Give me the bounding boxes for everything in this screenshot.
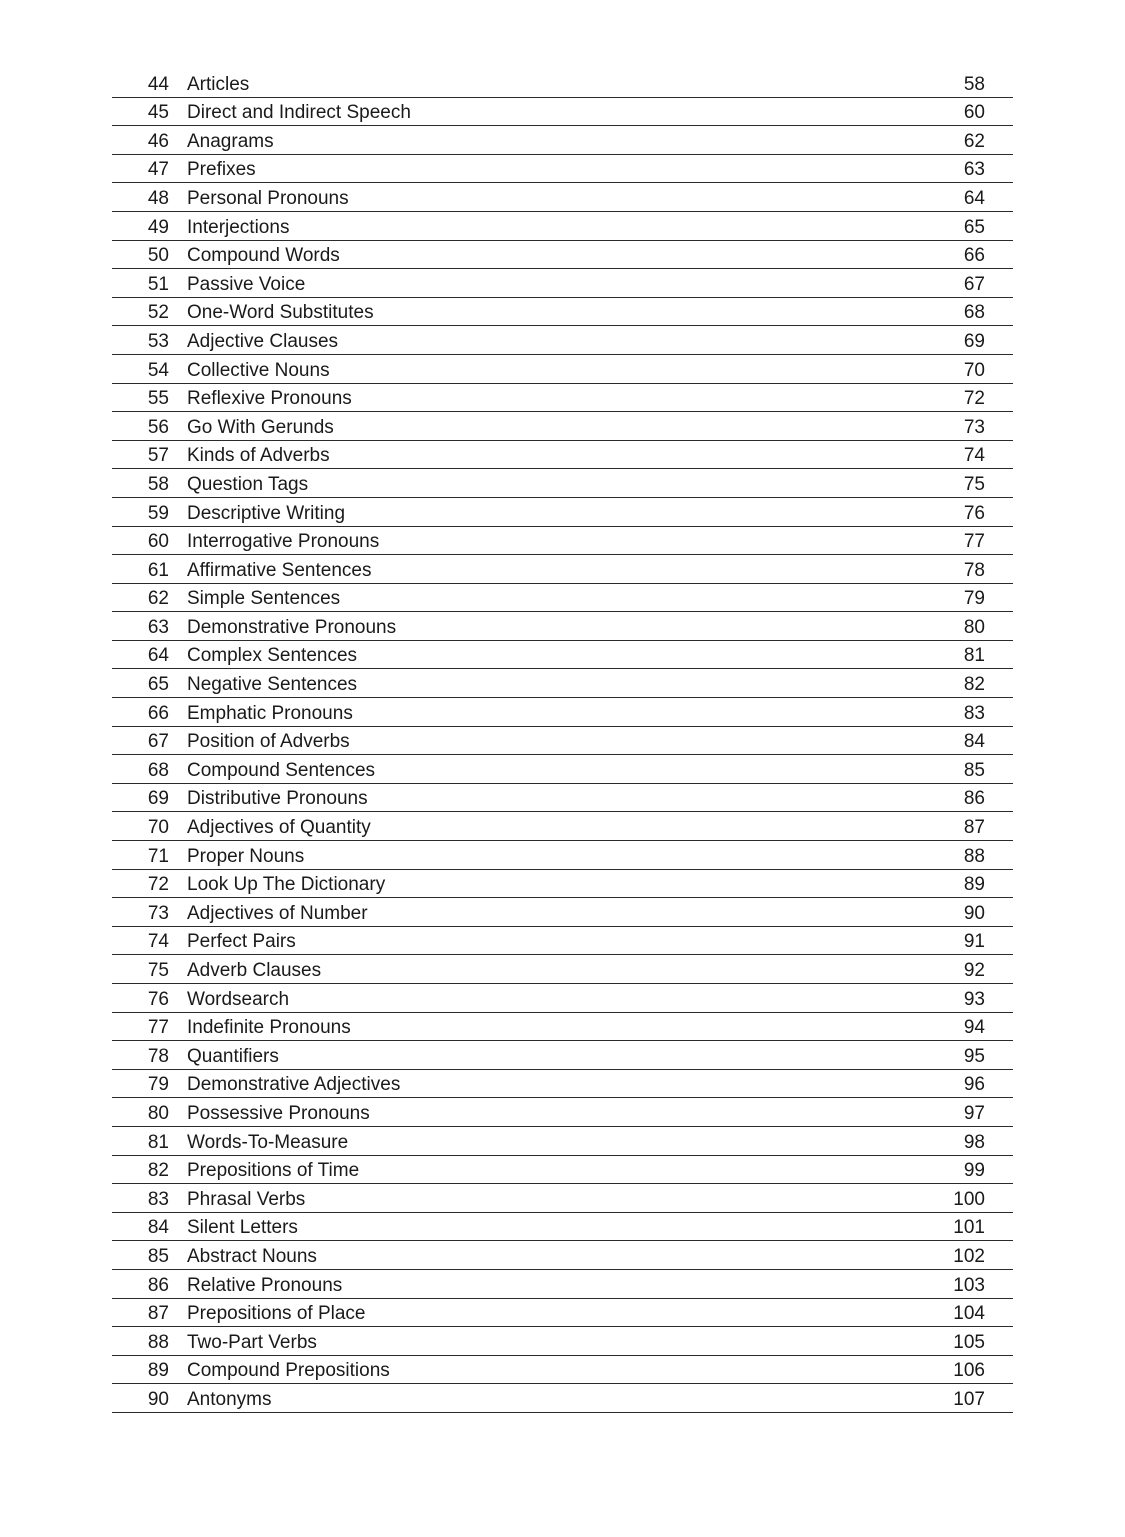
toc-entry-number: 76 xyxy=(147,988,169,1010)
toc-entry-number: 80 xyxy=(147,1102,169,1124)
toc-row xyxy=(112,1213,1013,1242)
toc-entry-page: 70 xyxy=(963,359,985,381)
toc-entry-number: 66 xyxy=(147,702,169,724)
toc-entry-title: Adjectives of Quantity xyxy=(187,817,371,839)
toc-entry-page: 73 xyxy=(963,416,985,438)
toc-entry-number: 88 xyxy=(147,1331,169,1353)
toc-entry-number: 70 xyxy=(147,817,169,839)
toc-entry-title: Words-To-Measure xyxy=(187,1131,349,1153)
toc-entry-title: Quantifiers xyxy=(187,1045,279,1067)
toc-entry-title: Distributive Pronouns xyxy=(187,788,368,810)
toc-row xyxy=(112,898,1013,927)
toc-row xyxy=(112,155,1013,184)
toc-entry-title: Interrogative Pronouns xyxy=(187,531,380,553)
toc-entry-number: 82 xyxy=(147,1160,169,1182)
toc-entry-number: 78 xyxy=(147,1045,169,1067)
toc-entry-title: Emphatic Pronouns xyxy=(187,702,353,724)
toc-entry-number: 67 xyxy=(147,731,169,753)
toc-row xyxy=(112,870,1013,899)
toc-entry-number: 83 xyxy=(147,1188,169,1210)
toc-row xyxy=(112,1156,1013,1185)
toc-entry-title: Articles xyxy=(187,73,250,95)
toc-entry-title: Kinds of Adverbs xyxy=(187,445,330,467)
toc-entry-page: 95 xyxy=(963,1045,985,1067)
toc-entry-number: 86 xyxy=(147,1274,169,1296)
toc-entry-number: 46 xyxy=(147,130,169,152)
toc-entry-number: 56 xyxy=(147,416,169,438)
toc-row xyxy=(112,527,1013,556)
toc-entry-number: 68 xyxy=(147,759,169,781)
toc-entry-page: 93 xyxy=(963,988,985,1010)
toc-entry-title: Adjectives of Number xyxy=(187,902,368,924)
toc-entry-page: 92 xyxy=(963,960,985,981)
toc-entry-number: 50 xyxy=(147,245,169,267)
toc-row xyxy=(112,412,1013,441)
toc-entry-number: 69 xyxy=(147,788,169,810)
toc-entry-title: Possessive Pronouns xyxy=(187,1102,370,1124)
toc-row xyxy=(112,984,1013,1013)
toc-row xyxy=(112,927,1013,956)
toc-row xyxy=(112,212,1013,241)
toc-entry-number: 64 xyxy=(147,645,169,667)
toc-row xyxy=(112,126,1013,155)
toc-entry-page: 74 xyxy=(963,445,985,467)
toc-entry-title: Demonstrative Adjectives xyxy=(187,1074,401,1096)
toc-entry-title: Wordsearch xyxy=(187,988,290,1010)
toc-entry-number: 52 xyxy=(147,302,169,324)
toc-entry-page: 94 xyxy=(963,1017,985,1039)
toc-row xyxy=(112,612,1013,641)
toc-row xyxy=(112,841,1013,870)
toc-entry-title: Question Tags xyxy=(187,473,309,495)
toc-entry-page: 85 xyxy=(963,759,985,781)
toc-entry-page: 76 xyxy=(963,502,985,524)
toc-entry-page: 105 xyxy=(953,1331,985,1353)
toc-entry-page: 78 xyxy=(963,559,985,581)
toc-row xyxy=(112,669,1013,698)
toc-entry-title: Prepositions of Place xyxy=(187,1303,366,1325)
toc-entry-page: 90 xyxy=(963,902,985,924)
toc-entry-number: 72 xyxy=(147,874,169,896)
toc-entry-title: Personal Pronouns xyxy=(187,187,349,209)
toc-entry-page: 98 xyxy=(963,1131,985,1153)
toc-entry-title: Compound Prepositions xyxy=(187,1360,390,1382)
toc-entry-page: 69 xyxy=(963,330,985,352)
toc-entry-title: Relative Pronouns xyxy=(187,1274,343,1296)
toc-entry-title: Simple Sentences xyxy=(187,588,341,610)
toc-row xyxy=(112,1098,1013,1127)
toc-entry-title: Go With Gerunds xyxy=(187,416,334,438)
toc-entry-page: 67 xyxy=(963,273,985,295)
toc-entry-page: 82 xyxy=(963,674,985,696)
toc-entry-page: 107 xyxy=(953,1388,985,1410)
toc-entry-number: 79 xyxy=(147,1074,169,1096)
toc-entry-number: 84 xyxy=(147,1217,169,1239)
toc-entry-page: 62 xyxy=(963,130,985,152)
toc-entry-number: 62 xyxy=(147,588,169,610)
toc-entry-page: 72 xyxy=(963,388,985,410)
toc-entry-number: 57 xyxy=(147,445,169,467)
toc-entry-number: 90 xyxy=(147,1388,169,1410)
toc-entry-title: One-Word Substitutes xyxy=(187,302,374,324)
toc-row xyxy=(112,269,1013,298)
toc-entry-page: 84 xyxy=(963,731,985,753)
toc-entry-page: 77 xyxy=(963,531,985,553)
toc-entry-page: 96 xyxy=(963,1074,985,1096)
toc-entry-title: Complex Sentences xyxy=(187,645,358,667)
toc-entry-number: 65 xyxy=(147,674,169,696)
toc-entry-page: 106 xyxy=(953,1360,985,1382)
toc-row xyxy=(112,498,1013,527)
toc-row xyxy=(112,755,1013,784)
toc-entry-number: 54 xyxy=(147,359,169,381)
toc-entry-title: Proper Nouns xyxy=(187,845,305,867)
toc-row xyxy=(112,1356,1013,1385)
toc-entry-title: Phrasal Verbs xyxy=(187,1188,306,1210)
toc-entry-number: 45 xyxy=(147,102,169,124)
toc-entry-number: 55 xyxy=(147,388,169,410)
toc-row xyxy=(112,555,1013,584)
toc-entry-page: 97 xyxy=(963,1102,985,1124)
toc-entry-page: 58 xyxy=(963,73,985,95)
toc-row xyxy=(112,1384,1013,1413)
toc-row xyxy=(112,1327,1013,1356)
toc-row xyxy=(112,326,1013,355)
toc-entry-number: 47 xyxy=(147,159,169,181)
toc-entry-title: Compound Words xyxy=(187,245,340,267)
toc-entry-title: Adjective Clauses xyxy=(187,330,339,352)
toc-entry-number: 71 xyxy=(147,845,169,867)
toc-entry-title: Prefixes xyxy=(187,159,256,181)
toc-entry-page: 80 xyxy=(963,616,985,638)
toc-entry-page: 99 xyxy=(963,1160,985,1182)
toc-entry-page: 66 xyxy=(963,245,985,267)
toc-entry-page: 75 xyxy=(963,473,985,495)
toc-entry-page: 68 xyxy=(963,302,985,324)
toc-entry-title: Indefinite Pronouns xyxy=(187,1017,351,1039)
toc-entry-page: 88 xyxy=(963,845,985,867)
toc-entry-title: Silent Letters xyxy=(187,1217,298,1239)
toc-entry-title: Negative Sentences xyxy=(187,674,358,696)
toc-entry-page: 104 xyxy=(953,1303,985,1325)
toc-entry-number: 81 xyxy=(147,1131,169,1153)
toc-entry-title: Passive Voice xyxy=(187,273,306,295)
toc-entry-number: 73 xyxy=(147,902,169,924)
toc-entry-title: Collective Nouns xyxy=(187,359,330,381)
toc-entry-title: Prepositions of Time xyxy=(187,1160,360,1182)
toc-row xyxy=(112,183,1013,212)
toc-entry-title: Two-Part Verbs xyxy=(187,1331,317,1353)
toc-row xyxy=(112,1184,1013,1213)
toc-entry-number: 85 xyxy=(147,1245,169,1267)
toc-entry-number: 59 xyxy=(147,502,169,524)
toc-entry-number: 63 xyxy=(147,616,169,638)
toc-entry-title: Adverb Clauses xyxy=(187,960,322,981)
toc-entry-number: 58 xyxy=(147,473,169,495)
toc-row xyxy=(112,241,1013,270)
toc-entry-number: 44 xyxy=(147,73,169,95)
toc-entry-title: Position of Adverbs xyxy=(187,731,350,753)
toc-row xyxy=(112,355,1013,384)
toc-entry-page: 65 xyxy=(963,216,985,238)
toc-entry-number: 75 xyxy=(147,960,169,981)
toc-entry-page: 101 xyxy=(953,1217,985,1239)
toc-entry-title: Anagrams xyxy=(187,130,274,152)
toc-entry-number: 77 xyxy=(147,1017,169,1039)
toc-row xyxy=(112,727,1013,756)
toc-row xyxy=(112,1299,1013,1328)
toc-row xyxy=(112,698,1013,727)
toc-row xyxy=(112,298,1013,327)
toc-entry-title: Perfect Pairs xyxy=(187,931,296,953)
toc-entry-page: 64 xyxy=(963,187,985,209)
toc-entry-title: Affirmative Sentences xyxy=(187,559,372,581)
toc-entry-title: Abstract Nouns xyxy=(187,1245,317,1267)
toc-entry-number: 53 xyxy=(147,330,169,352)
toc-entry-page: 83 xyxy=(963,702,985,724)
toc-entry-number: 87 xyxy=(147,1303,169,1325)
toc-entry-title: Direct and Indirect Speech xyxy=(187,102,411,124)
toc-entry-title: Look Up The Dictionary xyxy=(187,874,386,896)
toc-row xyxy=(112,1070,1013,1099)
toc-entry-page: 89 xyxy=(963,874,985,896)
toc-row xyxy=(112,1127,1013,1156)
toc-entry-title: Demonstrative Pronouns xyxy=(187,616,397,638)
toc-entry-number: 51 xyxy=(147,273,169,295)
toc-row xyxy=(112,1241,1013,1270)
toc-row xyxy=(112,584,1013,613)
toc-entry-number: 49 xyxy=(147,216,169,238)
toc-entry-title: Descriptive Writing xyxy=(187,502,346,524)
toc-row xyxy=(112,1013,1013,1042)
toc-row xyxy=(112,98,1013,127)
toc-row xyxy=(112,812,1013,841)
toc-entry-title: Reflexive Pronouns xyxy=(187,388,352,410)
toc-entry-page: 103 xyxy=(953,1274,985,1296)
toc-row xyxy=(112,784,1013,813)
toc-entry-number: 89 xyxy=(147,1360,169,1382)
toc-entry-title: Compound Sentences xyxy=(187,759,376,781)
toc-entry-title: Antonyms xyxy=(187,1388,272,1410)
toc-entry-number: 74 xyxy=(147,931,169,953)
toc-entry-page: 60 xyxy=(963,102,985,124)
toc-entry-title: Interjections xyxy=(187,216,290,238)
toc-row xyxy=(112,1041,1013,1070)
table-of-contents xyxy=(112,69,1013,1413)
toc-entry-page: 81 xyxy=(963,645,985,667)
toc-row xyxy=(112,1270,1013,1299)
toc-entry-page: 87 xyxy=(963,817,985,839)
toc-row xyxy=(112,69,1013,98)
toc-entry-page: 86 xyxy=(963,788,985,810)
toc-entry-page: 100 xyxy=(953,1188,985,1210)
toc-entry-number: 48 xyxy=(147,187,169,209)
toc-row xyxy=(112,955,1013,984)
toc-entry-page: 63 xyxy=(963,159,985,181)
toc-row xyxy=(112,641,1013,670)
toc-row xyxy=(112,441,1013,470)
toc-row xyxy=(112,469,1013,498)
toc-entry-page: 79 xyxy=(963,588,985,610)
toc-entry-page: 102 xyxy=(953,1245,985,1267)
toc-entry-number: 61 xyxy=(147,559,169,581)
toc-row xyxy=(112,384,1013,413)
toc-entry-page: 91 xyxy=(963,931,985,953)
toc-entry-number: 60 xyxy=(147,531,169,553)
